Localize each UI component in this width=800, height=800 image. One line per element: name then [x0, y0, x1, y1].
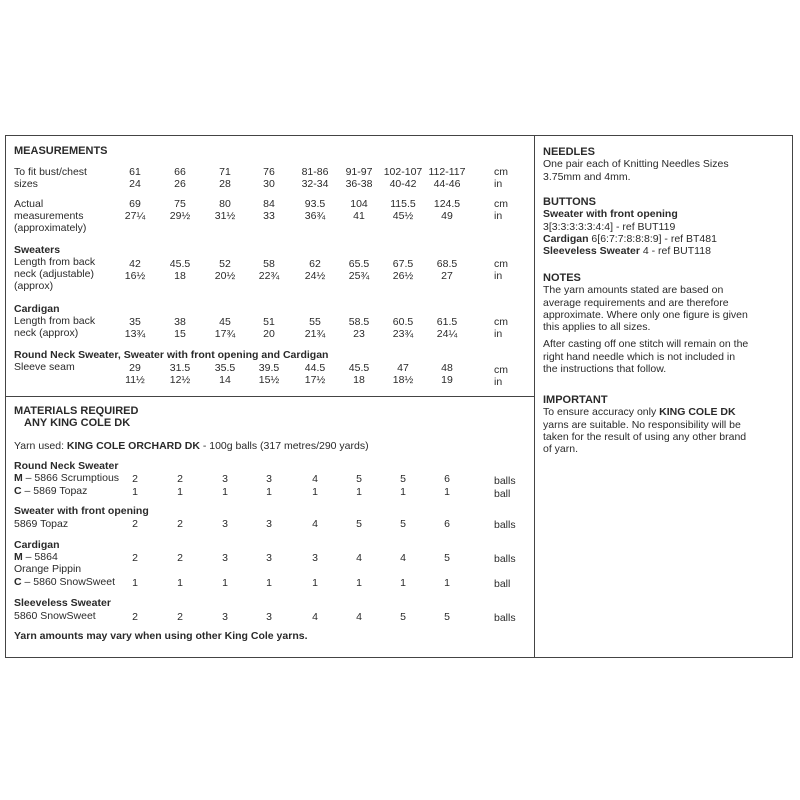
notes-line: the instructions that follow.: [543, 363, 667, 376]
in-value: 14: [219, 374, 231, 386]
row-label: Length from back: [14, 256, 96, 268]
in-value: 41: [353, 210, 365, 222]
in-value: 13¾: [124, 328, 146, 340]
in-value: 36¾: [304, 210, 326, 222]
important-heading: IMPORTANT: [543, 394, 608, 406]
cm-value: 115.5: [390, 198, 416, 210]
ball-count: 4: [312, 518, 318, 530]
cm-value: 45.5: [169, 258, 191, 270]
unit-cm: cm: [494, 198, 508, 210]
ball-count: 6: [444, 473, 450, 485]
in-value: 27¼: [124, 210, 146, 222]
unit-in: in: [494, 178, 503, 190]
ball-count: 3: [222, 552, 228, 564]
materials-heading: MATERIALS REQUIRED: [14, 405, 139, 417]
cardigan-heading: Cardigan: [14, 303, 60, 315]
ball-count: 5: [444, 552, 450, 564]
cm-value: 69: [129, 198, 141, 210]
cm-value: 48: [441, 362, 453, 374]
in-value: 15: [174, 328, 186, 340]
needles-line-1: One pair each of Knitting Needles Sizes: [543, 158, 729, 171]
column-divider: [534, 135, 535, 658]
important-line: yarns are suitable. No responsibility will be: [543, 418, 741, 431]
unit-balls: balls: [494, 519, 516, 531]
in-value: 18: [174, 270, 186, 282]
ball-count: 1: [177, 577, 183, 589]
unit-balls: ball: [494, 488, 511, 500]
ball-count: 5: [400, 473, 406, 485]
notes-line: approximate. Where only one figure is given: [543, 308, 748, 321]
cm-value: 45.5: [348, 362, 370, 374]
cm-value: 51: [263, 316, 275, 328]
in-value: 21¾: [304, 328, 326, 340]
in-value: 45½: [392, 210, 414, 222]
ball-count: 2: [177, 611, 183, 623]
cm-value: 67.5: [392, 258, 414, 270]
in-value: 32-34: [301, 178, 329, 190]
in-value: 23: [353, 328, 365, 340]
in-value: 36-38: [345, 178, 373, 190]
ball-count: 5: [400, 518, 406, 530]
cm-value: 75: [174, 198, 186, 210]
in-value: 24½: [304, 270, 326, 282]
round-neck-heading: Round Neck Sweater: [14, 460, 119, 472]
ball-count: 2: [132, 473, 138, 485]
cm-value: 124.5: [433, 198, 461, 210]
row-label: neck (approx): [14, 327, 79, 339]
unit-balls: balls: [494, 475, 516, 487]
notes-heading: NOTES: [543, 272, 581, 284]
row-label: Sleeve seam: [14, 361, 75, 373]
sleeveless-heading: Sleeveless Sweater: [14, 597, 111, 609]
cardigan-materials-heading: Cardigan: [14, 539, 60, 551]
in-value: 17¾: [214, 328, 236, 340]
row-label: To fit bust/chest: [14, 166, 87, 178]
ball-count: 4: [312, 611, 318, 623]
row-label: measurements: [14, 210, 84, 222]
cm-value: 44.5: [304, 362, 326, 374]
needles-line-2: 3.75mm and 4mm.: [543, 170, 631, 183]
ball-count: 5: [444, 611, 450, 623]
cm-value: 112-117: [428, 166, 466, 178]
sweaters-heading: Sweaters: [14, 244, 61, 256]
ball-count: 2: [132, 518, 138, 530]
section-divider: [5, 396, 534, 397]
cm-value: 39.5: [258, 362, 280, 374]
ball-count: 1: [132, 577, 138, 589]
cm-value: 91-97: [345, 166, 373, 178]
in-value: 31½: [214, 210, 236, 222]
unit-balls: balls: [494, 612, 516, 624]
notes-line: After casting off one stitch will remain on the: [543, 338, 749, 351]
ball-count: 1: [177, 486, 183, 498]
notes-line: average requirements and are therefore: [543, 296, 729, 309]
ball-count: 1: [312, 577, 318, 589]
in-value: 15½: [258, 374, 280, 386]
ball-count: 5: [356, 473, 362, 485]
cm-value: 60.5: [392, 316, 414, 328]
yarn-line: Orange Pippin: [14, 563, 82, 575]
notes-line: this applies to all sizes.: [543, 321, 651, 334]
ball-count: 5: [400, 611, 406, 623]
buttons-section: [543, 196, 788, 257]
row-label: Actual: [14, 198, 44, 210]
buttons-heading: BUTTONS: [543, 196, 596, 208]
important-section: [543, 394, 788, 455]
in-value: 17½: [304, 374, 326, 386]
important-line: of yarn.: [543, 443, 579, 456]
yarn-line: 5869 Topaz: [14, 518, 69, 530]
in-value: 19: [441, 374, 453, 386]
unit-balls: ball: [494, 578, 511, 590]
cm-value: 42: [129, 258, 141, 270]
in-value: 16½: [124, 270, 146, 282]
yarn-line: C – 5869 Topaz: [14, 485, 88, 497]
cm-value: 52: [219, 258, 231, 270]
ball-count: 1: [356, 577, 362, 589]
yarn-note: Yarn amounts may vary when using other King Cole yarns.: [14, 630, 308, 642]
in-value: 27: [441, 270, 453, 282]
cm-value: 58: [263, 258, 275, 270]
unit-cm: cm: [494, 364, 508, 376]
in-value: 30: [263, 178, 275, 190]
important-line: taken for the result of using any other brand: [543, 430, 747, 443]
ball-count: 4: [356, 552, 362, 564]
unit-cm: cm: [494, 316, 508, 328]
in-value: 29½: [169, 210, 191, 222]
cm-value: 61: [129, 166, 141, 178]
cm-value: 29: [129, 362, 141, 374]
ball-count: 3: [266, 518, 272, 530]
yarn-used: Yarn used: KING COLE ORCHARD DK - 100g balls (317 metres/290 yards): [14, 440, 369, 452]
ball-count: 3: [222, 611, 228, 623]
ball-count: 1: [266, 577, 272, 589]
yarn-line: 5860 SnowSweet: [14, 610, 96, 622]
ball-count: 1: [222, 577, 228, 589]
needles-heading: NEEDLES: [543, 146, 595, 158]
ball-count: 1: [444, 486, 450, 498]
in-value: 49: [441, 210, 453, 222]
in-value: 18½: [392, 374, 414, 386]
ball-count: 2: [177, 518, 183, 530]
in-value: 33: [263, 210, 275, 222]
row-label: Length from back: [14, 315, 96, 327]
buttons-front-opening-label: Sweater with front opening: [543, 208, 678, 221]
in-value: 40-42: [389, 178, 417, 190]
ball-count: 4: [400, 552, 406, 564]
cm-value: 65.5: [348, 258, 370, 270]
ball-count: 1: [400, 486, 406, 498]
in-value: 20: [263, 328, 275, 340]
ball-count: 4: [356, 611, 362, 623]
ball-count: 3: [266, 611, 272, 623]
cm-value: 104: [350, 198, 368, 210]
cm-value: 93.5: [304, 198, 326, 210]
unit-in: in: [494, 270, 503, 282]
ball-count: 1: [400, 577, 406, 589]
in-value: 23¾: [392, 328, 414, 340]
important-line: To ensure accuracy only KING COLE DK: [543, 406, 736, 419]
cm-value: 38: [174, 316, 186, 328]
in-value: 20½: [214, 270, 236, 282]
cm-value: 47: [397, 362, 409, 374]
in-value: 18: [353, 374, 365, 386]
cm-value: 61.5: [436, 316, 458, 328]
unit-in: in: [494, 210, 503, 222]
cm-value: 31.5: [169, 362, 191, 374]
yarn-line: M – 5866 Scrumptious: [14, 472, 120, 484]
row-label: (approx): [14, 280, 54, 292]
in-value: 25¾: [348, 270, 370, 282]
cm-value: 58.5: [348, 316, 370, 328]
ball-count: 3: [222, 473, 228, 485]
unit-cm: cm: [494, 166, 508, 178]
notes-section: [543, 272, 788, 375]
in-value: 11½: [125, 374, 145, 386]
ball-count: 1: [312, 486, 318, 498]
cm-value: 45: [219, 316, 231, 328]
unit-in: in: [494, 328, 503, 340]
ball-count: 4: [312, 473, 318, 485]
row-label: sizes: [14, 178, 38, 190]
sleeve-heading: Round Neck Sweater, Sweater with front opening and Cardigan: [14, 349, 329, 361]
ball-count: 6: [444, 518, 450, 530]
buttons-sleeveless: Sleeveless Sweater 4 - ref BUT118: [543, 245, 711, 258]
in-value: 22¾: [258, 270, 280, 282]
notes-line: right hand needle which is not included in: [543, 350, 736, 363]
ball-count: 1: [356, 486, 362, 498]
ball-count: 2: [177, 473, 183, 485]
ball-count: 1: [132, 486, 138, 498]
in-value: 28: [219, 178, 231, 190]
ball-count: 2: [132, 611, 138, 623]
ball-count: 3: [222, 518, 228, 530]
in-value: 26: [174, 178, 186, 190]
yarn-line: M – 5864: [14, 551, 58, 563]
row-label: neck (adjustable): [14, 268, 94, 280]
yarn-line: C – 5860 SnowSweet: [14, 576, 115, 588]
row-label: (approximately): [14, 222, 87, 234]
ball-count: 3: [266, 473, 272, 485]
cm-value: 102-107: [383, 166, 423, 178]
cm-value: 81-86: [301, 166, 329, 178]
notes-line: The yarn amounts stated are based on: [543, 284, 724, 297]
materials-subheading: ANY KING COLE DK: [24, 417, 131, 429]
unit-in: in: [494, 376, 503, 388]
ball-count: 1: [266, 486, 272, 498]
needles-section: [543, 146, 788, 183]
cm-value: 62: [309, 258, 321, 270]
front-opening-heading: Sweater with front opening: [14, 505, 149, 517]
ball-count: 1: [444, 577, 450, 589]
cm-value: 71: [219, 166, 231, 178]
cm-value: 35: [129, 316, 141, 328]
ball-count: 5: [356, 518, 362, 530]
in-value: 12½: [169, 374, 191, 386]
ball-count: 2: [177, 552, 183, 564]
unit-balls: balls: [494, 553, 516, 565]
buttons-cardigan: Cardigan 6[6:7:7:8:8:8:9] - ref BT481: [543, 232, 717, 245]
cm-value: 76: [263, 166, 275, 178]
cm-value: 80: [219, 198, 231, 210]
ball-count: 1: [222, 486, 228, 498]
in-value: 24: [129, 178, 141, 190]
cm-value: 66: [174, 166, 186, 178]
buttons-front-opening-text: 3[3:3:3:3:3:4:4] - ref BUT119: [543, 220, 676, 233]
in-value: 24¼: [436, 328, 458, 340]
cm-value: 68.5: [436, 258, 458, 270]
ball-count: 2: [132, 552, 138, 564]
cm-value: 35.5: [214, 362, 236, 374]
ball-count: 3: [312, 552, 318, 564]
measurements-heading: MEASUREMENTS: [14, 145, 108, 157]
in-value: 44-46: [433, 178, 461, 190]
cm-value: 55: [309, 316, 321, 328]
ball-count: 3: [266, 552, 272, 564]
in-value: 26½: [392, 270, 414, 282]
unit-cm: cm: [494, 258, 508, 270]
cm-value: 84: [263, 198, 275, 210]
